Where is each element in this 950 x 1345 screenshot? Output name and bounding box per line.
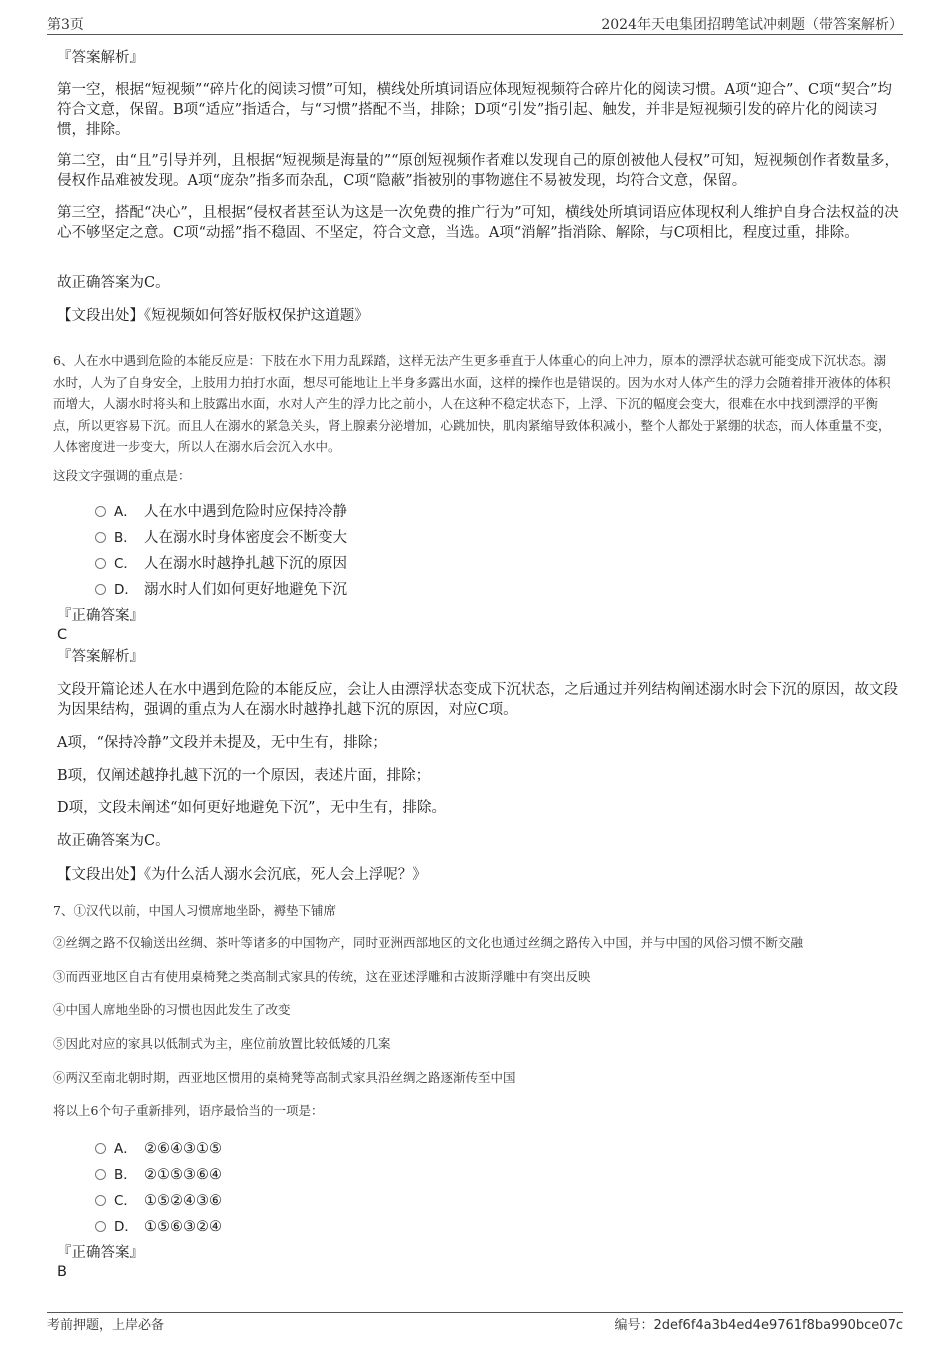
q7-sentence-2: ②丝绸之路不仅输送出丝绸、茶叶等诸多的中国物产，同时亚洲西部地区的文化也通过丝绸之路传入中国，并与中国的风俗习惯不断交融 (53, 935, 804, 950)
q6-option-c[interactable]: C． 人在溺水时越挣扎越下沉的原因 (95, 552, 347, 573)
q6-correct-answer: C (57, 627, 68, 643)
q5-analysis-p2: 第二空，由“且”引导并列，且根据“短视频是海量的”“原创短视频作者难以发现自己的原创被他人侵权”可知，短视频创作者数量多，侵权作品难被发现。A项“庞杂”指多而杂乱，C项“隐蔽”指被别的事物遮住不易被发现，均符合文意，保留。 (57, 153, 899, 189)
q6-option-d[interactable]: D． 溺水时人们如何更好地避免下沉 (95, 578, 347, 599)
q6-analysis-p4: D项，文段未阐述“如何更好地避免下沉”，无中生有，排除。 (57, 800, 446, 816)
q7-correct-answer: B (57, 1264, 67, 1280)
radio-button[interactable] (95, 1143, 106, 1154)
q7-option-c[interactable]: C． ①⑤②④③⑥ (95, 1189, 222, 1209)
radio-button[interactable] (95, 532, 106, 543)
page-number: 第3页 (47, 17, 84, 33)
q6-option-a[interactable]: A． 人在水中遇到危险时应保持冷静 (95, 500, 347, 521)
radio-button[interactable] (95, 1195, 106, 1206)
q6-option-b[interactable]: B． 人在溺水时身体密度会不断变大 (95, 526, 347, 547)
q7-option-d[interactable]: D． ①⑤⑥③②④ (95, 1215, 222, 1235)
q7-sentence-4: ④中国人席地坐卧的习惯也因此发生了改变 (53, 1002, 291, 1017)
radio-button[interactable] (95, 584, 106, 595)
footer-slogan: 考前押题，上岸必备 (47, 1318, 165, 1333)
q5-conclusion: 故正确答案为C。 (57, 275, 170, 291)
q7-option-b[interactable]: B． ②①⑤③⑥④ (95, 1163, 222, 1183)
q5-analysis-label: 『答案解析』 (57, 50, 144, 66)
q5-source: 【文段出处】《短视频如何答好版权保护这道题》 (57, 308, 369, 324)
q6-analysis-p1: 文段开篇论述人在水中遇到危险的本能反应，会让人由漂浮状态变成下沉状态，之后通过并列结构阐述溺水时会下沉的原因，故文段为因果结构，强调的重点为人在溺水时越挣扎越下沉的原因，对应C项。 (57, 682, 898, 718)
radio-button[interactable] (95, 558, 106, 569)
q6-analysis-label: 『答案解析』 (57, 649, 144, 665)
q6-source: 【文段出处】《为什么活人溺水会沉底，死人会上浮呢？》 (57, 867, 427, 883)
q7-sentence-6: ⑥两汉至南北朝时期，西亚地区惯用的桌椅凳等高制式家具沿丝绸之路逐渐传至中国 (53, 1070, 516, 1085)
q6-conclusion: 故正确答案为C。 (57, 833, 170, 849)
q5-analysis-p1: 第一空，根据“短视频”“碎片化的阅读习惯”可知，横线处所填词语应体现短视频符合碎片化的阅读习惯。A项“迎合”、C项“契合”均符合文意，保留。B项“适应”指适合，与“习惯”搭配不当，排除；D项“引发”指引起、触发，并非是短视频引发的碎片化的阅读习惯，排除。 (57, 82, 892, 138)
q7-sentence-1: 7、①汉代以前，中国人习惯席地坐卧，褥垫下铺席 (53, 903, 336, 918)
q6-correct-label: 『正确答案』 (57, 608, 144, 624)
q6-stem: 6、人在水中遇到危险的本能反应是：下肢在水下用力乱踩踏，这样无法产生更多垂直于人体重心的向上冲力，原本的漂浮状态就可能变成下沉状态。溺水时，人为了自身安全，上肢用力拍打水面，想尽可能地让上半身多露出水面，这样的操作也是错误的。因为水对人体产生的浮力会随着排开液体的体积而增大，人溺水时将头和上肢露出水面，水对人产生的浮力比之前小，人在这种不稳定状态下，上浮、下沉的幅度会变大，很难在水中找到漂浮的平衡点，所以更容易下沉。而且人在溺水的紧急关头，肾上腺素分泌增加，心跳加快，肌肉紧缩导致体积减小，整个人都处于紧绷的状态，而人体重量不变，人体密度进一步变大，所以人在溺水后会沉入水中。 (53, 353, 891, 454)
q7-prompt: 将以上6个句子重新排列，语序最恰当的一项是： (53, 1103, 324, 1118)
q7-correct-label: 『正确答案』 (57, 1245, 144, 1261)
q6-prompt: 这段文字强调的重点是： (53, 468, 191, 483)
q7-sentence-3: ③而西亚地区自古有使用桌椅凳之类高制式家具的传统，这在亚述浮雕和古波斯浮雕中有突出反映 (53, 969, 591, 984)
radio-button[interactable] (95, 1221, 106, 1232)
q6-analysis-p3: B项，仅阐述越挣扎越下沉的一个原因，表述片面，排除； (57, 768, 431, 784)
page-footer (47, 1312, 903, 1333)
q5-analysis-p3: 第三空，搭配“决心”，且根据“侵权者甚至认为这是一次免费的推广行为”可知，横线处所填词语应体现权利人维护自身合法权益的决心不够坚定之意。C项“动摇”指不稳固、不坚定，符合文意，当选。A项“消解”指消除、解除，与C项相比，程度过重，排除。 (57, 205, 899, 241)
q7-sentence-5: ⑤因此对应的家具以低制式为主，座位前放置比较低矮的几案 (53, 1036, 391, 1051)
q7-option-a[interactable]: A． ②⑥④③①⑤ (95, 1137, 222, 1157)
document-id: 编号：2def6f4a3b4ed4e9761f8ba990bce07c (614, 1318, 903, 1333)
page-header (47, 12, 903, 35)
document-title: 2024年天电集团招聘笔试冲刺题（带答案解析） (601, 17, 903, 33)
q6-analysis-p2: A项，“保持冷静”文段并未提及，无中生有，排除； (57, 735, 387, 751)
radio-button[interactable] (95, 506, 106, 517)
radio-button[interactable] (95, 1169, 106, 1180)
